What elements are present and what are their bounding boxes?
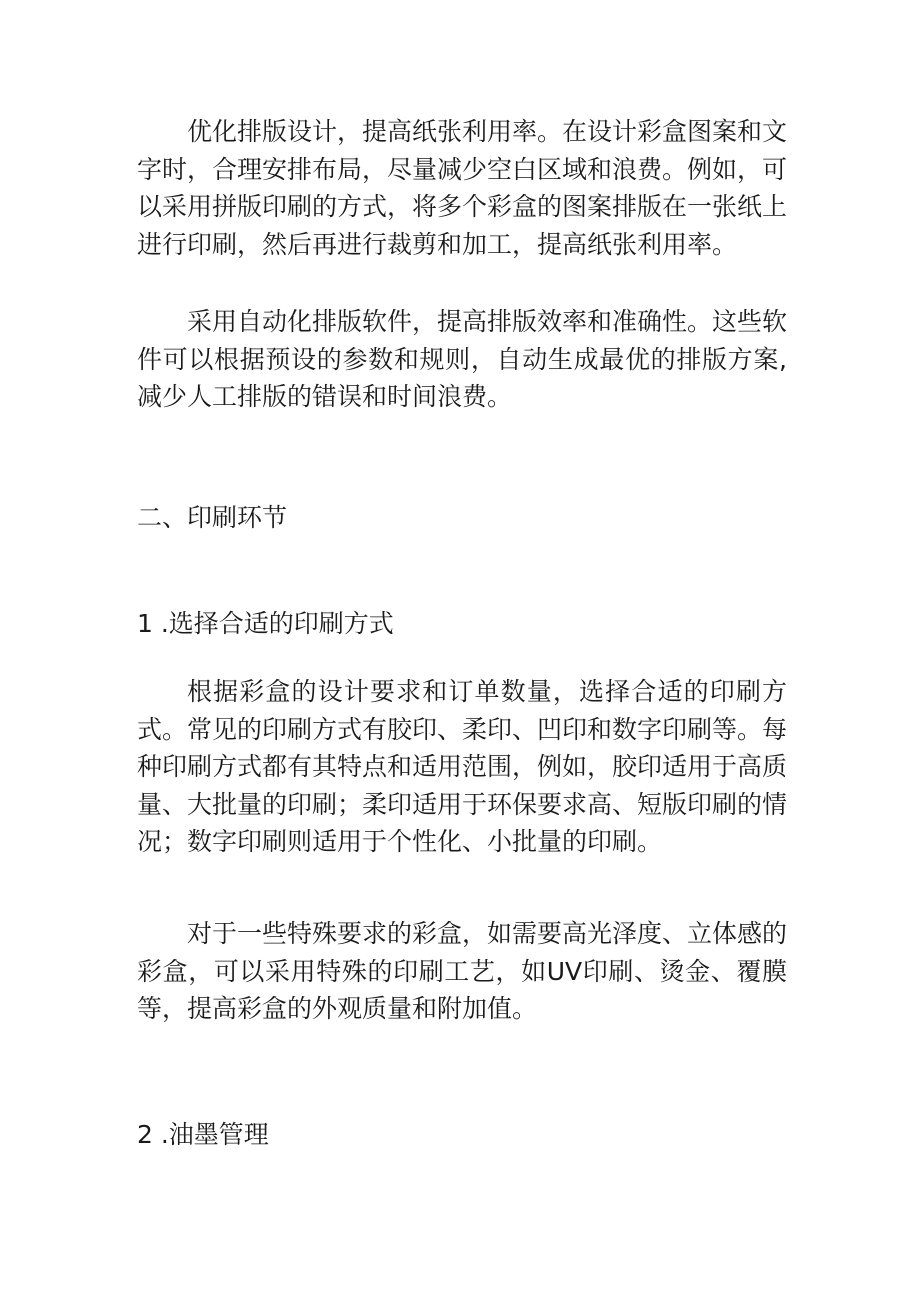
paragraph-special-processes: 对于一些特殊要求的彩盒，如需要高光泽度、立体感的彩盒，可以采用特殊的印刷工艺，如UV印刷、烫金、覆膜等，提高彩盒的外观质量和附加值。 bbox=[137, 919, 788, 1023]
paragraph-automation-software: 采用自动化排版软件，提高排版效率和准确性。这些软件可以根据预设的参数和规则，自动生成最优的排版方案,减少人工排版的错误和时间浪费。 bbox=[137, 307, 788, 411]
paragraph-printing-methods: 根据彩盒的设计要求和订单数量，选择合适的印刷方式。常见的印刷方式有胶印、柔印、凹印和数字印刷等。每种印刷方式都有其特点和适用范围，例如，胶印适用于高质量、大批量的印刷；柔印适用于环保要求高、短版印刷的情况；数字印刷则适用于个性化、小批量的印刷。 bbox=[137, 677, 788, 856]
subheading-ink-management: 2 .油墨管理 bbox=[137, 1120, 269, 1149]
subheading-printing-method: 1 .选择合适的印刷方式 bbox=[137, 609, 394, 638]
paragraph-layout-optimization: 优化排版设计，提高纸张利用率。在设计彩盒图案和文字时，合理安排布局，尽量减少空白区域和浪费。例如，可以采用拼版印刷的方式，将多个彩盒的图案排版在一张纸上进行印刷，然后再进行裁剪和加工，提高纸张利用率。 bbox=[137, 117, 788, 259]
section-heading-printing: 二、印刷环节 bbox=[137, 503, 288, 532]
